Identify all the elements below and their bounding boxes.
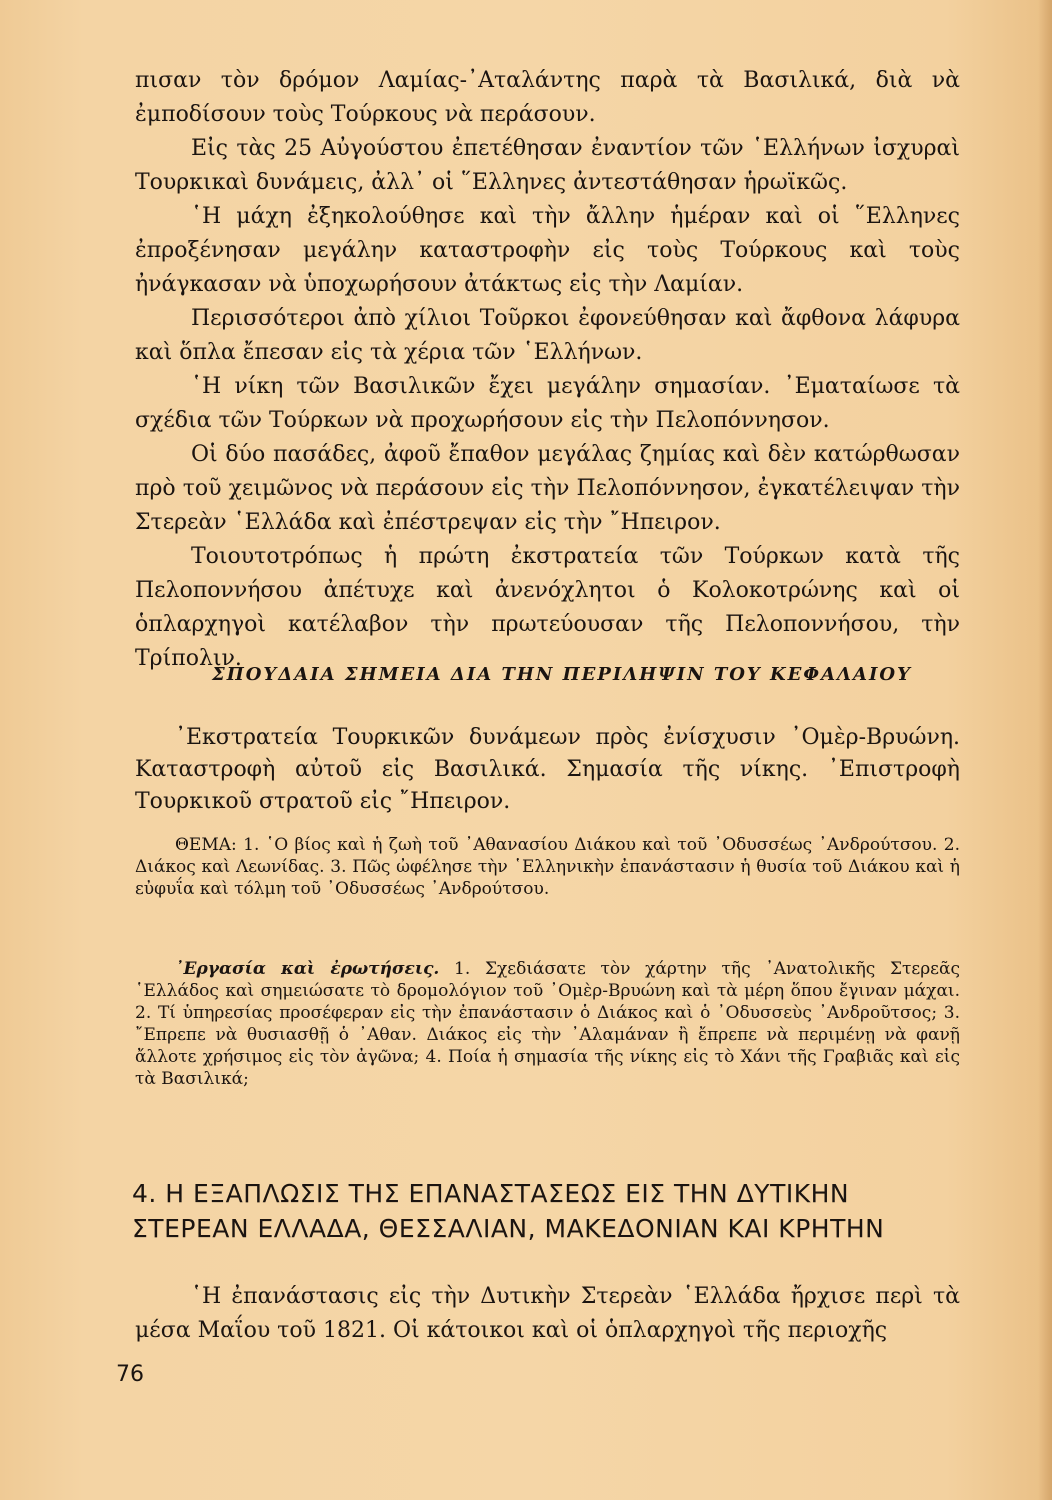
paragraph: Περισσότεροι ἀπὸ χίλιοι Τοῦρκοι ἐφονεύθησαν καὶ ἄφθονα λάφυρα καὶ ὅπλα ἔπεσαν εἰς τὰ χέρια τῶν ῾Ελλήνων. (135, 306, 960, 365)
paragraph: Τοιουτοτρόπως ἡ πρώτη ἐκστρατεία τῶν Τούρκων κατὰ τῆς Πελοποννήσου ἀπέτυχε καὶ ἀνενόχλητοι ὁ Κολοκοτρώνης καὶ οἱ ὁπλαρχηγοὶ κατέλαβον τὴν πρωτεύουσαν τῆς Πελοποννήσου, τὴν Τρίπολιν. (135, 544, 960, 671)
section-text (135, 1280, 960, 1348)
paragraph: Οἱ δύο πασάδες, ἀφοῦ ἔπαθον μεγάλας ζημίας καὶ δὲν κατώρθωσαν πρὸ τοῦ χειμῶνος νὰ περάσουν εἰς τὴν Πελοπόννησον, ἐγκατέλειψαν τὴν Στερεὰν ῾Ελλάδα καὶ ἐπέστρεψαν εἰς τὴν ῎Ηπειρον. (135, 442, 960, 535)
paragraph: ῾Η νίκη τῶν Βασιλικῶν ἔχει μεγάλην σημασίαν. ᾿Εματαίωσε τὰ σχέδια τῶν Τούρκων νὰ προχωρήσουν εἰς τὴν Πελοπόννησον. (135, 374, 960, 433)
exercises-body: 1. Σχεδιάσατε τὸν χάρτην τῆς ᾿Ανατολικῆς Στερεᾶς ῾Ελλάδος καὶ σημειώσατε τὸ δρομολόγιον τοῦ ᾿Ομὲρ-Βρυώνη καὶ τὰ μέρη ὅπου ἔγιναν μάχαι. 2. Τί ὑπηρεσίας προσέφεραν εἰς τὴν ἐπανάστασιν ὁ Διάκος καὶ ὁ ᾿Οδυσσεὺς ᾿Ανδροῦτσος; 3. ῎Επρεπε νὰ θυσιασθῇ ὁ ᾿Αθαν. Διάκος εἰς τὴν ᾿Αλαμάναν ἢ ἔπρεπε νὰ περιμένῃ νὰ φανῇ ἄλλοτε χρήσιμος εἰς τὸν ἀγῶνα; 4. Ποία ἡ σημασία τῆς νίκης εἰς τὸ Χάνι τῆς Γραβιᾶς καὶ εἰς τὰ Βασιλικά; (135, 959, 960, 1089)
exercises-text (135, 958, 960, 1090)
exercises-block (135, 958, 960, 1090)
paragraph: Εἰς τὰς 25 Αὐγούστου ἐπετέθησαν ἐναντίον τῶν ῾Ελλήνων ἰσχυραὶ Τουρκικαὶ δυνάμεις, ἀλλ᾿ οἱ ῞Ελληνες ἀντεστάθησαν ἡρωϊκῶς. (135, 136, 960, 195)
theme-text: ΘΕΜΑ: 1. ῾Ο βίος καὶ ἡ ζωὴ τοῦ ᾿Αθανασίου Διάκου καὶ τοῦ ᾿Οδυσσέως ᾿Ανδρούτσου. 2. Διάκος καὶ Λεωνίδας. 3. Πῶς ὠφέλησε τὴν ῾Ελληνικὴν ἐπανάστασιν ἡ θυσία τοῦ Διάκου καὶ ἡ εὐφυΐα καὶ τόλμη τοῦ ᾿Οδυσσέως ᾿Ανδρούτσου. (135, 835, 960, 899)
theme-block (135, 834, 960, 900)
summary-title: ΣΠΟΥΔΑΙΑ ΣΗΜΕΙΑ ΔΙΑ ΤΗΝ ΠΕΡΙΛΗΨΙΝ ΤΟΥ ΚΕΦΑΛΑΙΟΥ (212, 664, 912, 685)
page-number: 76 (116, 1362, 144, 1387)
section-heading-line: ΣΤΕΡΕΑΝ ΕΛΛΑΔΑ, ΘΕΣΣΑΛΙΑΝ, ΜΑΚΕΔΟΝΙΑΝ ΚΑΙ ΚΡΗΤΗΝ (132, 1214, 885, 1243)
main-text (135, 64, 960, 676)
exercises-lead: ᾿Εργασία καὶ ἐρωτήσεις. (175, 959, 440, 979)
page-edge-shadow (1038, 0, 1052, 1500)
summary-text: ᾿Εκστρατεία Τουρκικῶν δυνάμεων πρὸς ἐνίσχυσιν ᾿Ομὲρ-Βρυώνη. Καταστροφὴ αὐτοῦ εἰς Βασιλικά. Σημασία τῆς νίκης. ᾿Επιστροφὴ Τουρκικοῦ στρατοῦ εἰς ῎Ηπειρον. (135, 725, 960, 814)
paragraph: πισαν τὸν δρόμον Λαμίας-᾿Αταλάντης παρὰ τὰ Βασιλικά, διὰ νὰ ἐμποδίσουν τοὺς Τούρκους νὰ περάσουν. (135, 68, 960, 127)
paragraph: ῾Η μάχη ἐξηκολούθησε καὶ τὴν ἄλλην ἡμέραν καὶ οἱ ῞Ελληνες ἐπροξένησαν μεγάλην καταστροφὴν εἰς τοὺς Τούρκους καὶ τοὺς ἠνάγκασαν νὰ ὑποχωρήσουν ἀτάκτως εἰς τὴν Λαμίαν. (135, 204, 960, 297)
section-heading-line: 4. Η ΕΞΑΠΛΩΣΙΣ ΤΗΣ ΕΠΑΝΑΣΤΑΣΕΩΣ ΕΙΣ ΤΗΝ ΔΥΤΙΚΗΝ (132, 1179, 850, 1208)
paragraph: ῾Η ἐπανάστασις εἰς τὴν Δυτικὴν Στερεὰν ῾Ελλάδα ἤρχισε περὶ τὰ μέσα Μαΐου τοῦ 1821. Οἱ κάτοικοι καὶ οἱ ὁπλαρχηγοὶ τῆς περιοχῆς (135, 1284, 960, 1343)
summary-block (135, 722, 960, 818)
section-heading (132, 1176, 962, 1246)
